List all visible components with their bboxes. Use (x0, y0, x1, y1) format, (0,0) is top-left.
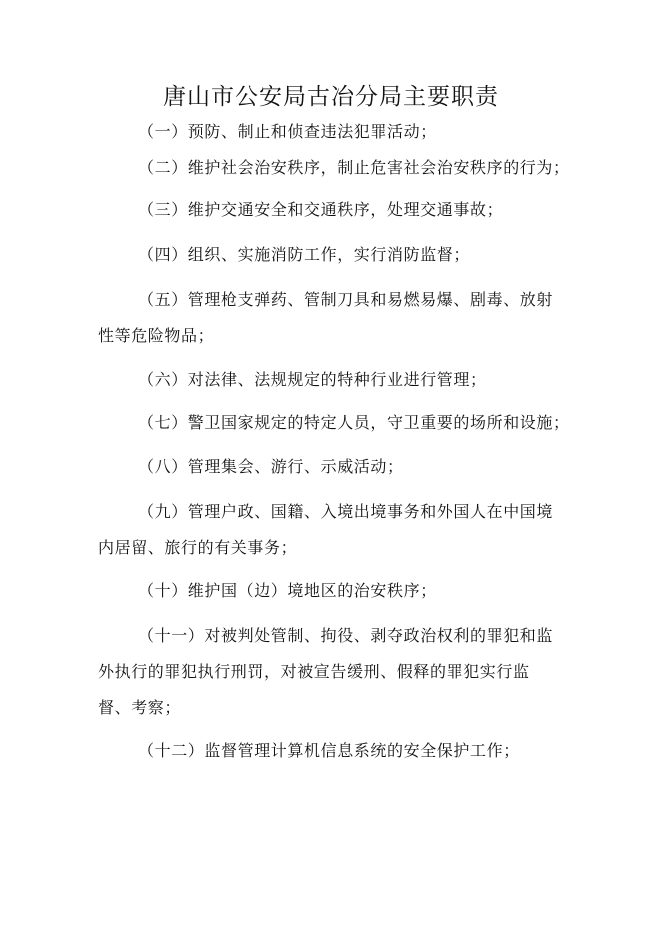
duty-item-6 (98, 362, 564, 398)
duty-item-7 (98, 405, 570, 441)
duty-line: （六）对法律、法规规定的特种行业进行管理； (138, 370, 487, 389)
duty-item-8 (98, 449, 564, 485)
duty-item-1 (104, 114, 570, 150)
duty-item-4 (98, 237, 564, 273)
duty-line: 外执行的罪犯执行刑罚，对被宣告缓刑、假释的罪犯实行监 (98, 662, 530, 681)
duty-item-2 (98, 150, 570, 186)
duty-line: （九）管理户政、国籍、入境出境事务和外国人在中国境 (138, 502, 554, 521)
duty-line: 性等危险物品； (98, 326, 215, 345)
duty-line: （一）预防、制止和侦查违法犯罪活动； (138, 122, 437, 141)
duty-line: 督、考察； (98, 698, 182, 717)
duty-line: （十二）监督管理计算机信息系统的安全保护工作； (138, 741, 520, 760)
duty-line: （十）维护国（边）境地区的治安秩序； (138, 581, 437, 600)
duty-line: （四）组织、实施消防工作，实行消防监督； (138, 245, 471, 264)
duty-line: （八）管理集会、游行、示威活动； (138, 457, 404, 476)
duty-item-9 (98, 494, 564, 566)
duty-line: （三）维护交通安全和交通秩序，处理交通事故； (138, 200, 504, 219)
duty-line: （七）警卫国家规定的特定人员，守卫重要的场所和设施； (138, 413, 570, 432)
duty-item-10 (98, 573, 564, 609)
duty-item-12 (98, 733, 564, 769)
duty-line: （五）管理枪支弹药、管制刀具和易燃易爆、剧毒、放射 (138, 290, 554, 309)
duty-item-11 (98, 618, 564, 726)
duty-line: （二）维护社会治安秩序，制止危害社会治安秩序的行为； (138, 158, 570, 177)
duty-line: 内居留、旅行的有关事务； (98, 538, 298, 557)
duty-item-3 (98, 192, 564, 228)
document-title: 唐山市公安局古冶分局主要职责 (163, 84, 499, 110)
duty-item-5 (98, 282, 564, 354)
duty-line: （十一）对被判处管制、拘役、剥夺政治权利的罪犯和监 (138, 626, 554, 645)
